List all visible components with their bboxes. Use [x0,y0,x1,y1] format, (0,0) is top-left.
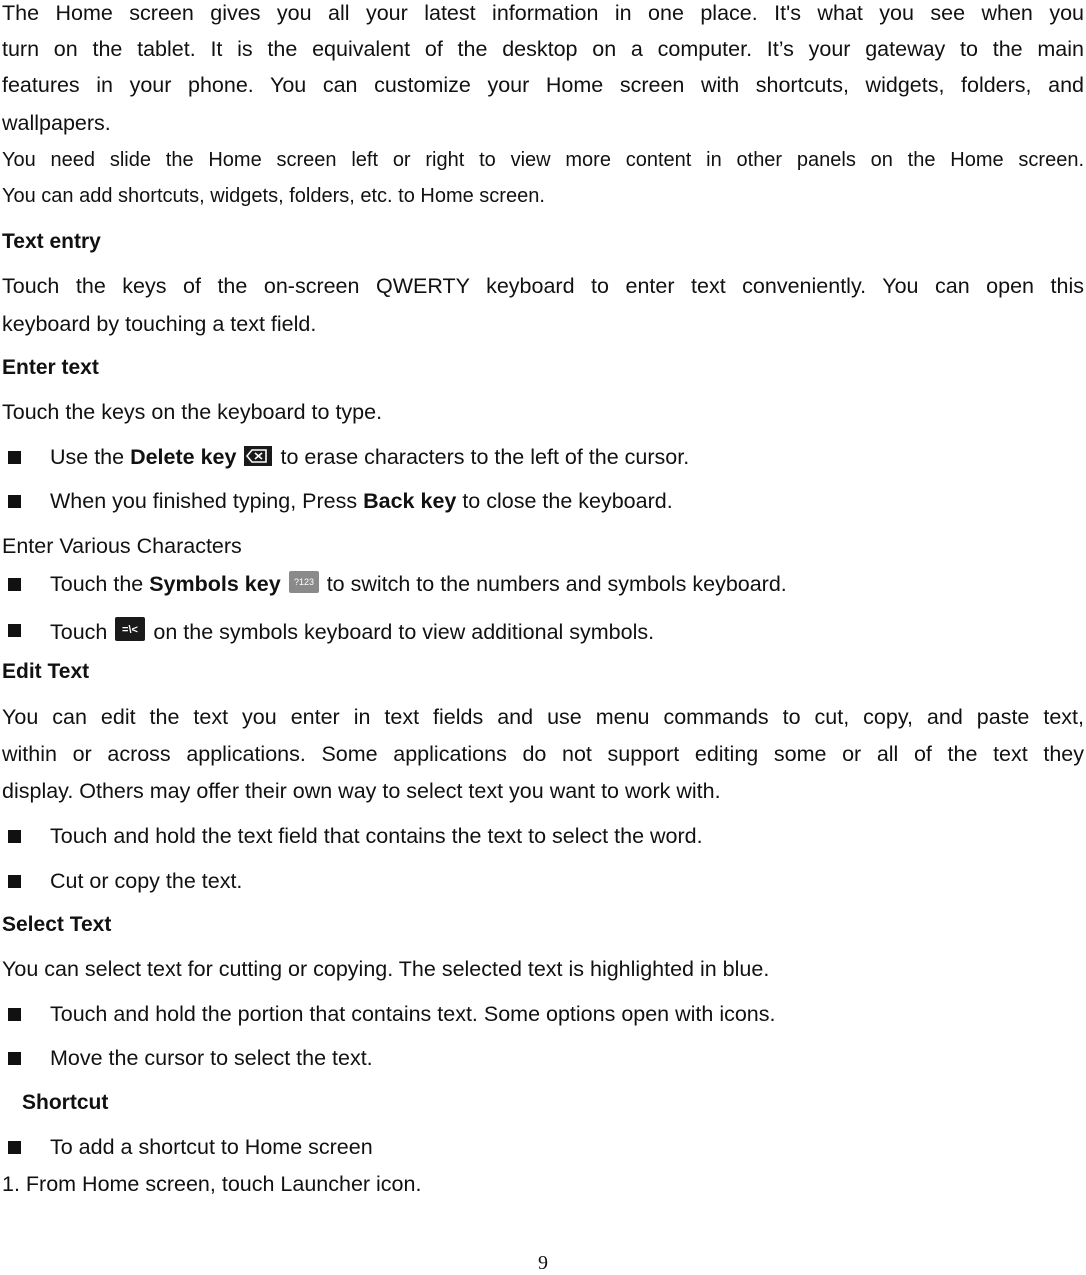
bullet-marker [8,578,21,591]
bullet-text: Use the [50,445,131,469]
symbols-key-icon [289,571,319,599]
bullet-marker [8,1052,21,1065]
bullet-delete-key [50,444,689,472]
delete-key-label: Delete key [130,445,237,469]
backspace-icon [244,446,272,472]
bullet-touch-hold-portion: Touch and hold the portion that contains text. Some options open with icons. [50,1002,776,1026]
bullet-marker [8,1141,21,1154]
intro-line-2: turn on the tablet. It is the equivalent of the desktop on a computer. It’s your gateway to the main [2,37,1084,61]
bullet-marker [8,451,21,464]
symbols-key-icon-text: ?123 [293,577,314,587]
symbols-key-label: Symbols key [149,572,281,596]
intro-line-4: wallpapers. [2,111,111,135]
heading-enter-various-characters: Enter Various Characters [2,534,242,558]
bullet-text: to switch to the numbers and symbols keyboard. [326,572,787,596]
bullet-cut-copy: Cut or copy the text. [50,869,243,893]
heading-shortcut: Shortcut [22,1091,109,1114]
bullet-marker [8,830,21,843]
heading-text-entry: Text entry [2,230,101,253]
alt-symbols-icon-text: =\< [122,624,139,636]
heading-enter-text: Enter text [2,356,99,379]
intro-line-3: features in your phone. You can customize your Home screen with shortcuts, widgets, folders, and [2,73,1084,97]
back-key-label: Back key [363,489,457,513]
bullet-alt-symbols [50,617,654,647]
bullet-move-cursor: Move the cursor to select the text. [50,1046,373,1070]
bullet-text: to close the keyboard. [456,489,673,513]
alt-symbols-key-icon [115,617,145,647]
heading-edit-text: Edit Text [2,660,90,683]
bullet-add-shortcut: To add a shortcut to Home screen [50,1135,373,1159]
select-text-line-1: You can select text for cutting or copying. The selected text is highlighted in blue. [2,957,770,981]
page-number: 9 [538,1252,548,1274]
edit-text-line-3: display. Others may offer their own way to select text you want to work with. [2,779,721,803]
intro-line-5: You need slide the Home screen left or right to view more content in other panels on the Home screen. [2,149,1084,171]
enter-text-line-1: Touch the keys on the keyboard to type. [2,400,383,424]
bullet-marker [8,495,21,508]
heading-select-text: Select Text [2,913,112,936]
bullet-marker [8,1008,21,1021]
edit-text-line-2: within or across applications. Some applications do not support editing some or all of the text they [2,742,1084,766]
bullet-touch-hold-field: Touch and hold the text field that contains the text to select the word. [50,824,703,848]
bullet-marker [8,875,21,888]
bullet-marker [8,624,21,637]
bullet-text: Touch the [50,572,150,596]
text-entry-line-2: keyboard by touching a text field. [2,312,317,336]
shortcut-step-1: 1. From Home screen, touch Launcher icon. [2,1172,422,1196]
bullet-text: Touch [50,620,108,644]
edit-text-line-1: You can edit the text you enter in text fields and use menu commands to cut, copy, and paste text, [2,705,1084,729]
bullet-text: to erase characters to the left of the cursor. [280,445,690,469]
bullet-text: When you finished typing, Press [50,489,364,513]
intro-line-1: The Home screen gives you all your latest information in one place. It's what you see when you [2,1,1084,25]
text-entry-line-1: Touch the keys of the on-screen QWERTY keyboard to enter text conveniently. You can open this [2,274,1084,298]
bullet-text: on the symbols keyboard to view additional symbols. [153,620,655,644]
bullet-back-key [50,488,673,514]
intro-line-6: You can add shortcuts, widgets, folders, etc. to Home screen. [2,185,545,207]
bullet-symbols-key [50,571,787,599]
